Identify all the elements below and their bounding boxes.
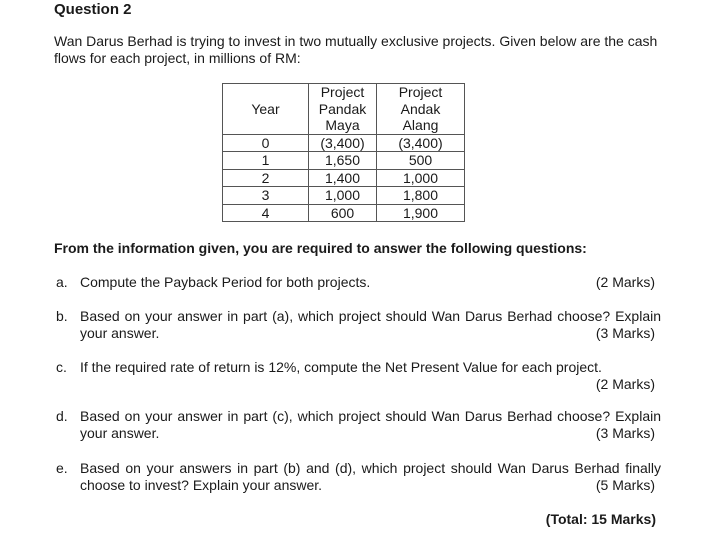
cell-andak-alang: (3,400) <box>377 134 465 152</box>
header-line: Alang <box>402 117 439 133</box>
cell-year: 0 <box>223 134 309 152</box>
header-year: Year <box>223 84 309 135</box>
header-project-andak-alang <box>377 84 465 135</box>
question-item-b <box>56 308 661 344</box>
header-line: Project <box>398 84 443 100</box>
question-item-a <box>56 274 661 294</box>
cell-year: 2 <box>223 169 309 187</box>
cell-andak-alang: 1,000 <box>377 169 465 187</box>
question-letter: a. <box>56 274 68 290</box>
header-line: Project <box>320 84 365 100</box>
question-marks: (3 Marks) <box>595 425 655 441</box>
cell-pandak-maya: 1,650 <box>309 152 377 170</box>
question-marks: (2 Marks) <box>595 274 655 290</box>
cell-year: 4 <box>223 204 309 222</box>
question-text: If the required rate of return is 12%, compute the Net Present Value for each project. <box>80 359 602 375</box>
header-line: Andak <box>400 100 441 117</box>
question-marks: (3 Marks) <box>595 325 655 341</box>
question-letter: e. <box>56 460 68 476</box>
table-row <box>223 187 465 205</box>
question-item-c <box>56 359 661 395</box>
cell-pandak-maya: (3,400) <box>309 134 377 152</box>
table-row <box>223 152 465 170</box>
instruction-text: From the information given, you are required to answer the following questions: <box>54 240 587 256</box>
cash-flow-table <box>222 83 465 222</box>
question-marks: (5 Marks) <box>595 477 655 493</box>
table-header-row <box>223 84 465 135</box>
table-row <box>223 169 465 187</box>
total-marks: (Total: 15 Marks) <box>545 511 656 527</box>
question-text: Based on your answer in part (a), which project should Wan Darus Berhad choose? Explain your answer. <box>80 308 661 341</box>
cell-pandak-maya: 1,400 <box>309 169 377 187</box>
question-text: Based on your answers in part (b) and (d), which project should Wan Darus Berhad finally choose to invest? Explain your answer. <box>80 460 661 493</box>
cell-year: 1 <box>223 152 309 170</box>
table-row <box>223 204 465 222</box>
question-text: Compute the Payback Period for both projects. <box>80 274 371 290</box>
header-line: Pandak <box>318 100 367 117</box>
table-row <box>223 134 465 152</box>
intro-paragraph: Wan Darus Berhad is trying to invest in two mutually exclusive projects. Given below are the cash flows for each project, in millions of RM: <box>54 33 658 66</box>
question-text: Based on your answer in part (c), which project should Wan Darus Berhad choose? Explain your answer. <box>80 408 661 441</box>
cell-year: 3 <box>223 187 309 205</box>
cell-pandak-maya: 1,000 <box>309 187 377 205</box>
question-letter: c. <box>56 359 67 375</box>
question-item-e <box>56 460 661 496</box>
question-heading: Question 2 <box>54 1 132 18</box>
header-project-pandak-maya <box>309 84 377 135</box>
cell-andak-alang: 500 <box>377 152 465 170</box>
cell-andak-alang: 1,900 <box>377 204 465 222</box>
header-line: Maya <box>325 117 360 133</box>
question-letter: d. <box>56 408 68 424</box>
question-letter: b. <box>56 308 68 324</box>
cell-pandak-maya: 600 <box>309 204 377 222</box>
question-item-d <box>56 408 661 444</box>
cell-andak-alang: 1,800 <box>377 187 465 205</box>
question-marks: (2 Marks) <box>595 376 655 392</box>
